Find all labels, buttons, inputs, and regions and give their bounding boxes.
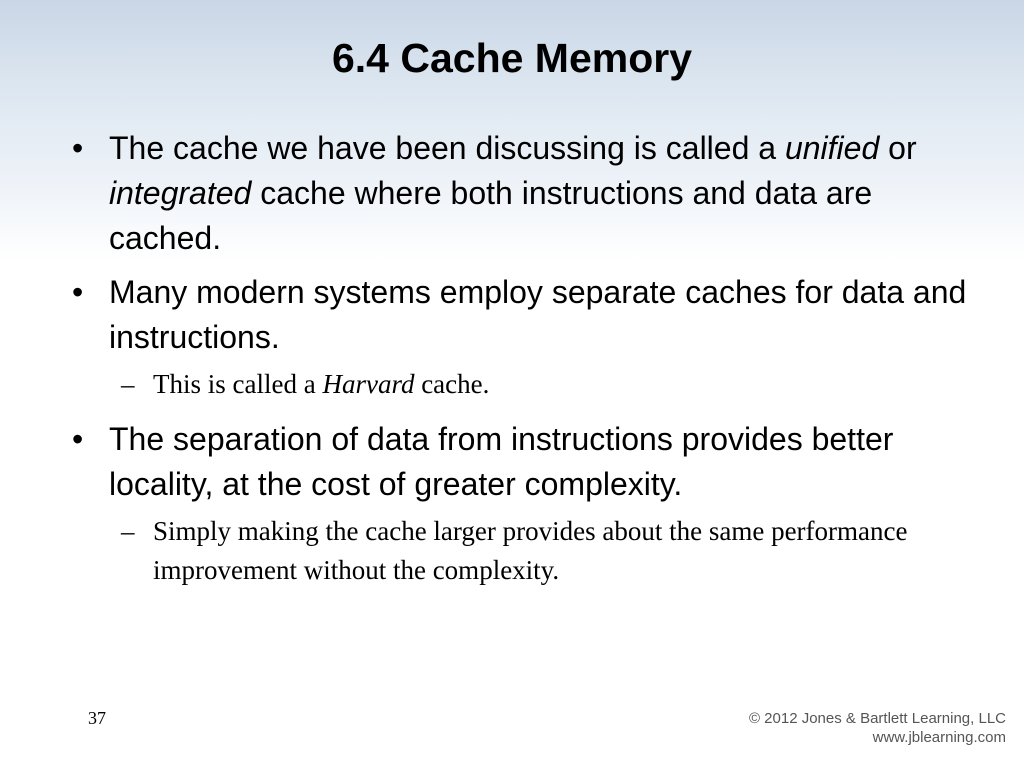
bullet-text: cache where both instructions and data are cached. — [109, 175, 873, 256]
sub-bullet-text: This is called a — [153, 369, 323, 399]
sub-bullet-text: Simply making the cache larger provides about the same performance improvement without the complexity. — [153, 516, 908, 585]
slide-title: 6.4 Cache Memory — [331, 35, 693, 81]
dash-marker: – — [121, 369, 135, 399]
slide-content — [70, 126, 970, 603]
bullet-text: Many modern systems employ separate caches for data and instructions. — [109, 274, 967, 355]
dash-marker: – — [121, 516, 135, 546]
emphasis-integrated: integrated — [109, 175, 252, 211]
page-number: 37 — [88, 708, 106, 728]
copyright-line: © 2012 Jones & Bartlett Learning, LLC — [748, 710, 1006, 727]
bullet-text: or — [879, 130, 917, 166]
bullet-text: The cache we have been discussing is called a — [109, 130, 785, 166]
bullet-marker: • — [72, 274, 84, 310]
bullet-item — [70, 270, 970, 360]
sub-bullet-text: cache. — [414, 369, 490, 399]
bullet-marker: • — [72, 421, 84, 457]
copyright-notice — [749, 709, 1006, 747]
bullet-item — [70, 417, 970, 507]
emphasis-harvard: Harvard — [322, 369, 415, 399]
sub-bullet-item — [70, 512, 970, 590]
publisher-url: www.jblearning.com — [872, 729, 1006, 746]
bullet-item — [70, 126, 970, 261]
bullet-marker: • — [72, 130, 84, 166]
bullet-text: The separation of data from instructions provides better locality, at the cost of greater complexity. — [109, 421, 894, 502]
sub-bullet-item — [70, 365, 970, 404]
emphasis-unified: unified — [784, 130, 880, 166]
